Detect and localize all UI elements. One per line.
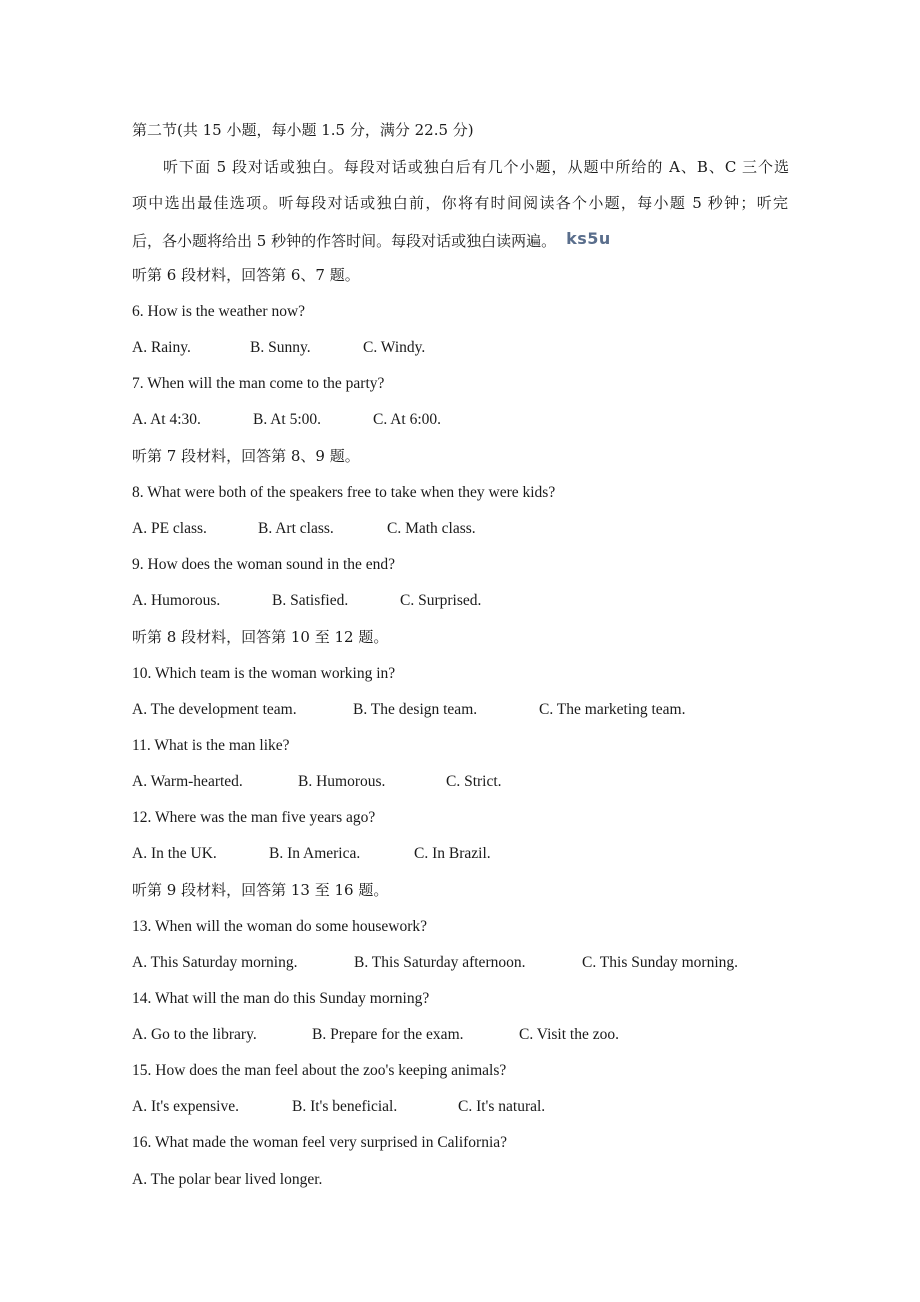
question-stem: 15. How does the man feel about the zoo's keeping animals?	[132, 1062, 507, 1079]
group-label: 听第 9 段材料，回答第 13 至 16 题。	[132, 881, 389, 899]
option-a: A. PE class.	[132, 520, 207, 537]
option-b: B. In America.	[269, 845, 361, 862]
option-c: C. It's natural.	[458, 1098, 546, 1115]
option-c: C. Windy.	[363, 339, 426, 356]
question-stem: 7. When will the man come to the party?	[132, 375, 385, 392]
option-a: A. It's expensive.	[132, 1098, 239, 1115]
option-c: C. In Brazil.	[414, 845, 491, 862]
option-c: C. Strict.	[446, 773, 502, 790]
option-a: A. Go to the library.	[132, 1026, 257, 1043]
instructions-line-3	[132, 229, 611, 251]
option-a: A. In the UK.	[132, 845, 217, 862]
option-c: C. This Sunday morning.	[582, 954, 739, 971]
option-c: C. Math class.	[387, 520, 476, 537]
option-a: A. This Saturday morning.	[132, 954, 298, 971]
question-stem: 13. When will the woman do some housework?	[132, 918, 428, 935]
group-label: 听第 7 段材料，回答第 8、9 题。	[132, 447, 360, 465]
question-stem: 12. Where was the man five years ago?	[132, 809, 376, 826]
option-c: C. Surprised.	[400, 592, 482, 609]
option-b: B. This Saturday afternoon.	[354, 954, 526, 971]
instructions-line-2: 项中选出最佳选项。听每段对话或独白前，你将有时间阅读各个小题，每小题 5 秒钟；听完	[132, 194, 788, 212]
question-stem: 11. What is the man like?	[132, 737, 290, 754]
option-a: A. Warm-hearted.	[132, 773, 243, 790]
option-b: B. The design team.	[353, 701, 478, 718]
instructions-line-1: 听下面 5 段对话或独白。每段对话或独白后有几个小题，从题中所给的 A、B、C 三个选	[163, 158, 789, 176]
question-stem: 10. Which team is the woman working in?	[132, 665, 396, 682]
instructions-line-3-text: 后，各小题将给出 5 秒钟的作答时间。每段对话或独白读两遍。	[132, 232, 557, 250]
option-a: A. At 4:30.	[132, 411, 201, 428]
option-b: B. At 5:00.	[253, 411, 322, 428]
option-b: B. It's beneficial.	[292, 1098, 398, 1115]
option-b: B. Prepare for the exam.	[312, 1026, 464, 1043]
option-a: A. The development team.	[132, 701, 297, 718]
question-stem: 9. How does the woman sound in the end?	[132, 556, 396, 573]
option-b: B. Satisfied.	[272, 592, 349, 609]
option-a: A. Rainy.	[132, 339, 191, 356]
option-a: A. Humorous.	[132, 592, 221, 609]
watermark-logo: ks5u	[566, 229, 611, 248]
question-stem: 16. What made the woman feel very surprised in California?	[132, 1134, 508, 1151]
group-label: 听第 6 段材料，回答第 6、7 题。	[132, 266, 360, 284]
question-stem: 6. How is the weather now?	[132, 303, 306, 320]
option-b: B. Humorous.	[298, 773, 386, 790]
option-c: C. The marketing team.	[539, 701, 686, 718]
question-stem: 14. What will the man do this Sunday morning?	[132, 990, 430, 1007]
option-a: A. The polar bear lived longer.	[132, 1171, 323, 1188]
group-label: 听第 8 段材料，回答第 10 至 12 题。	[132, 628, 389, 646]
option-b: B. Sunny.	[250, 339, 311, 356]
option-c: C. At 6:00.	[373, 411, 442, 428]
section-heading: 第二节(共 15 小题，每小题 1.5 分，满分 22.5 分)	[132, 121, 474, 139]
option-b: B. Art class.	[258, 520, 334, 537]
question-stem: 8. What were both of the speakers free to take when they were kids?	[132, 484, 556, 501]
option-c: C. Visit the zoo.	[519, 1026, 619, 1043]
